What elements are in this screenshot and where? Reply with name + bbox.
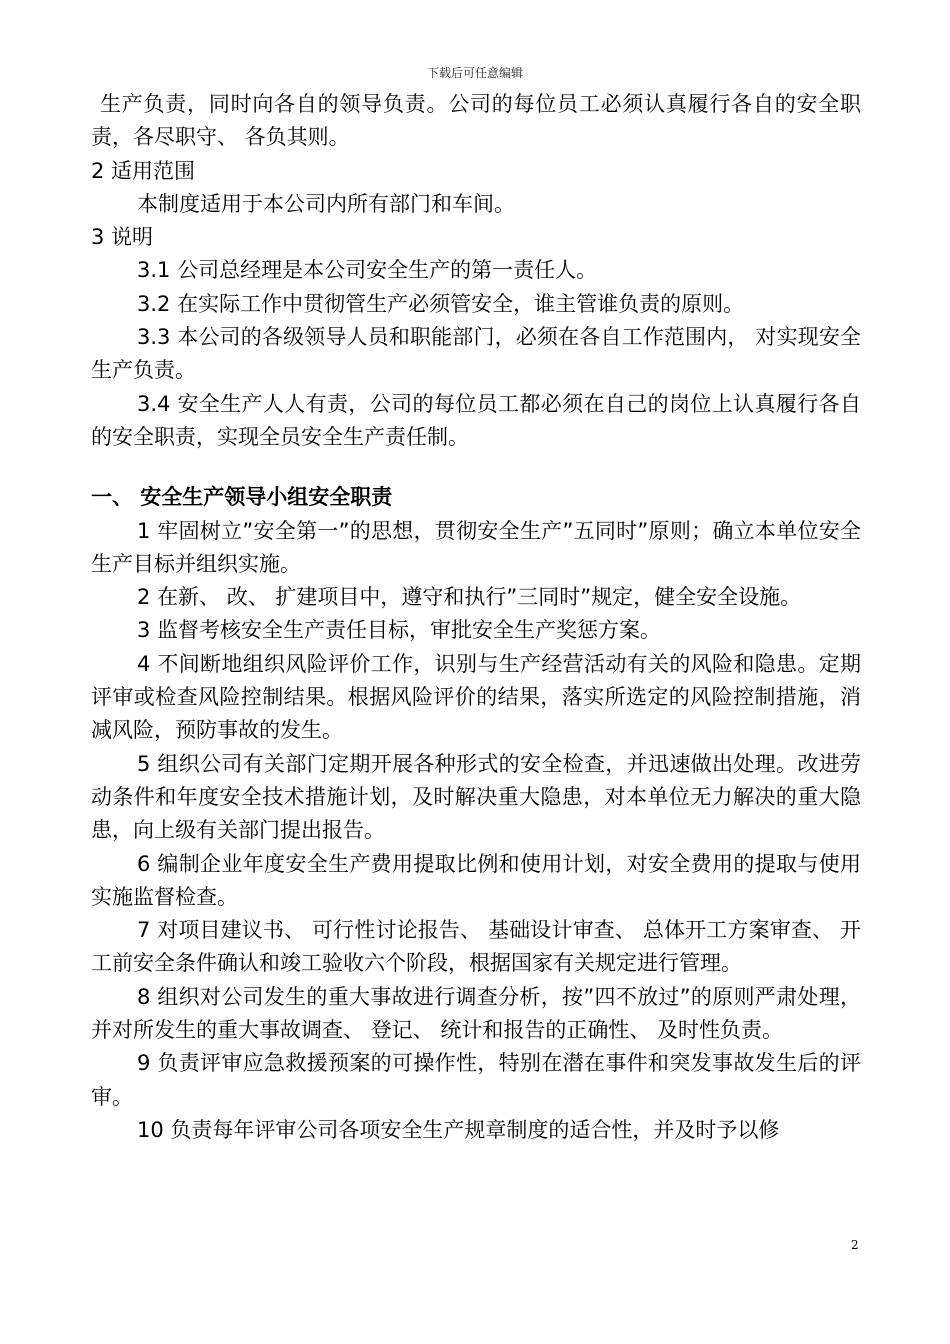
clause-3-2: 3.2 在实际工作中贯彻管生产必须管安全，谁主管谁负责的原则。 xyxy=(137,291,745,316)
duty-item: 3 监督考核安全生产责任目标，审批安全生产奖惩方案。 xyxy=(137,618,662,643)
scope-heading: 2 适用范围 xyxy=(91,158,196,183)
duty-item: 1 牢固树立”安全第一”的思想，贯彻安全生产”五同时”原则；确立本单位安全生产目标并组织实施。 xyxy=(91,518,861,576)
explain-heading: 3 说明 xyxy=(91,225,154,250)
page-number: 2 xyxy=(851,1238,859,1252)
clause-3-4: 3.4 安全生产人人有责，公司的每位员工都必须在自己的岗位上认真履行各自的安全职责，实现全员安全生产责任制。 xyxy=(91,391,861,449)
section-title: 一、 安全生产领导小组安全职责 xyxy=(91,485,393,510)
duty-item: 4 不间断地组织风险评价工作，识别与生产经营活动有关的风险和隐患。定期评审或检查风险控制结果。根据风险评价的结果，落实所选定的风险控制措施，消减风险，预防事故的发生。 xyxy=(91,651,861,743)
duty-item: 7 对项目建议书、 可行性讨论报告、 基础设计审查、 总体开工方案审查、 开工前安全条件确认和竣工验收六个阶段，根据国家有关规定进行管理。 xyxy=(91,918,861,976)
section-spacer xyxy=(91,454,861,481)
duty-item: 9 负责评审应急救援预案的可操作性，特别在潜在事件和突发事故发生后的评审。 xyxy=(91,1051,861,1109)
document-body xyxy=(91,88,861,1147)
duty-item: 10 负责每年评审公司各项安全生产规章制度的适合性，并及时予以修 xyxy=(137,1117,780,1142)
clause-3-3: 3.3 本公司的各级领导人员和职能部门，必须在各自工作范围内， 对实现安全生产负责。 xyxy=(91,325,861,383)
duty-item: 8 组织对公司发生的重大事故进行调查分析，按”四不放过”的原则严肃处理，并对所发生的重大事故调查、 登记、 统计和报告的正确性、 及时性负责。 xyxy=(91,984,861,1043)
intro-paragraph: 生产负责，同时向各自的领导负责。公司的每位员工必须认真履行各自的安全职责，各尽职守、 各负其则。 xyxy=(91,92,861,150)
duty-item: 2 在新、 改、 扩建项目中，遵守和执行”三同时”规定，健全安全设施。 xyxy=(137,585,802,610)
scope-paragraph: 本制度适用于本公司内所有部门和车间。 xyxy=(137,191,515,216)
header-note: 下载后可任意编辑 xyxy=(426,66,523,80)
duty-item: 5 组织公司有关部门定期开展各种形式的安全检查，并迅速做出处理。改进劳动条件和年度安全技术措施计划，及时解决重大隐患，对本单位无力解决的重大隐患，向上级有关部门提出报告。 xyxy=(91,751,861,843)
clause-3-1: 3.1 公司总经理是本公司安全生产的第一责任人。 xyxy=(137,258,598,283)
duty-item: 6 编制企业年度安全生产费用提取比例和使用计划，对安全费用的提取与使用实施监督检查。 xyxy=(91,851,861,909)
